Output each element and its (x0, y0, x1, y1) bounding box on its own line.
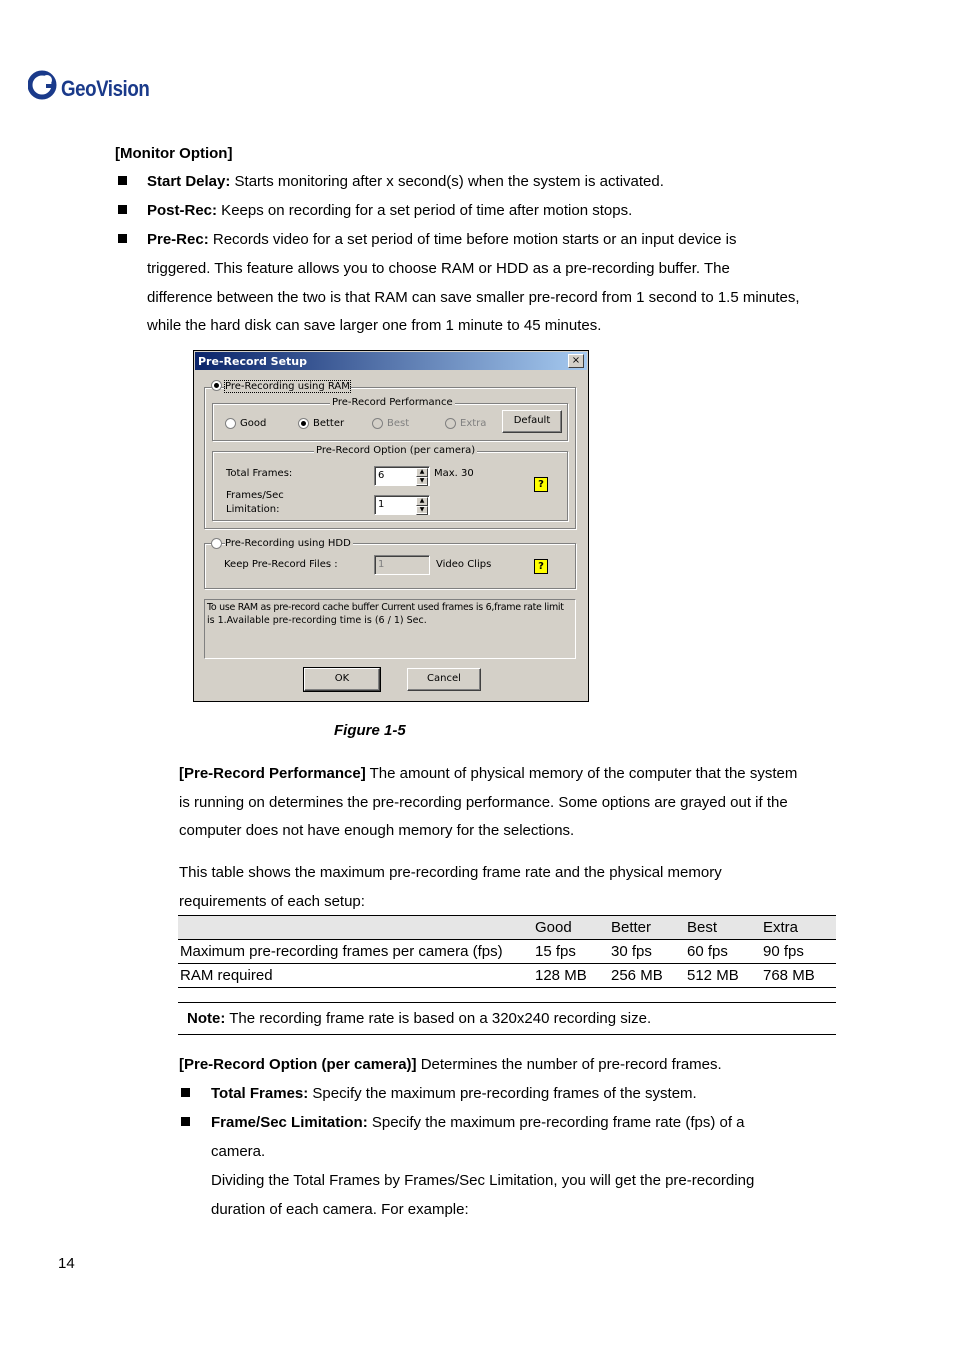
extra-radio[interactable] (445, 418, 456, 429)
bullet-frame-sec: Frame/Sec Limitation: Specify the maximum pre-recording frame rate (fps) of a (211, 1114, 745, 1131)
note-text: Note: The recording frame rate is based on a 320x240 recording size. (187, 1010, 652, 1027)
option-group-label: Pre-Record Option (per camera) (316, 445, 476, 456)
note-box (178, 1002, 836, 1035)
performance-line: computer does not have enough memory for the selections. (179, 822, 575, 839)
hdd-radio[interactable] (211, 538, 222, 549)
table-intro-line: requirements of each setup: (179, 893, 365, 910)
bullet-start-delay: Start Delay: Starts monitoring after x second(s) when the system is activated. (147, 173, 664, 190)
fps-spinner[interactable] (374, 495, 430, 515)
total-frames-value: 6 (378, 470, 385, 481)
default-button[interactable]: Default (502, 410, 562, 433)
better-label: Better (313, 418, 345, 429)
keep-files-input[interactable] (374, 555, 430, 575)
performance-table (178, 915, 836, 988)
best-label: Best (387, 418, 410, 429)
table-header-row (178, 916, 836, 940)
good-radio[interactable] (225, 418, 236, 429)
dialog-titlebar (195, 352, 587, 370)
fps-label-line1: Frames/Sec (226, 490, 284, 501)
table-cell: 30 fps (609, 940, 685, 964)
spin-down-icon[interactable]: ▼ (416, 477, 428, 486)
bullet-post-rec: Post-Rec: Keeps on recording for a set period of time after motion stops. (147, 202, 633, 219)
spin-up-icon[interactable]: ▲ (416, 497, 428, 506)
table-header-cell: Extra (761, 916, 836, 940)
extra-label: Extra (460, 418, 487, 429)
keep-files-label: Keep Pre-Record Files : (224, 559, 338, 570)
bullet-icon (118, 234, 127, 243)
status-message-line: is 1.Available pre-recording time is (6 / 1) Sec. (207, 615, 427, 626)
table-cell: 128 MB (533, 964, 609, 988)
cancel-button[interactable]: Cancel (407, 668, 481, 691)
better-radio[interactable] (298, 418, 309, 429)
pre-record-setup-dialog (193, 350, 589, 702)
close-icon[interactable]: × (568, 354, 584, 368)
page-number: 14 (58, 1255, 75, 1272)
dialog-title: Pre-Record Setup (198, 355, 307, 368)
bullet-icon (181, 1088, 190, 1097)
frame-sec-line: Dividing the Total Frames by Frames/Sec Limitation, you will get the pre-recording (211, 1172, 755, 1189)
pre-rec-line: triggered. This feature allows you to choose RAM or HDD as a pre-recording buffer. The (147, 260, 730, 277)
hdd-option-label: Pre-Recording using HDD (225, 538, 351, 549)
figure-caption: Figure 1-5 (334, 722, 406, 739)
table-cell: RAM required (178, 964, 533, 988)
logo-text: GeoVision (61, 76, 150, 101)
max-label: Max. 30 (434, 468, 474, 479)
best-radio[interactable] (372, 418, 383, 429)
ok-button[interactable]: OK (304, 668, 380, 691)
table-header-cell: Best (685, 916, 761, 940)
table-intro-line: This table shows the maximum pre-recording frame rate and the physical memory (179, 864, 722, 881)
geovision-logo (28, 68, 178, 104)
total-frames-spinner[interactable] (374, 466, 430, 486)
status-message (204, 599, 576, 659)
pre-rec-line: difference between the two is that RAM can save smaller pre-record from 1 second to 1.5 minutes, (147, 289, 800, 306)
pre-rec-line: while the hard disk can save larger one from 1 minute to 45 minutes. (147, 317, 602, 334)
spinner-arrows[interactable] (416, 468, 428, 484)
table-cell: 90 fps (761, 940, 836, 964)
table-header-cell: Good (533, 916, 609, 940)
bullet-pre-rec: Pre-Rec: Records video for a set period of time before motion starts or an input device is (147, 231, 737, 248)
fps-value: 1 (378, 499, 385, 510)
performance-line: is running on determines the pre-recording performance. Some options are grayed out if the (179, 794, 788, 811)
help-icon[interactable]: ? (534, 559, 548, 574)
spin-down-icon[interactable]: ▼ (416, 506, 428, 515)
status-message-line: To use RAM as pre-record cache buffer Current used frames is 6,frame rate limit (207, 602, 564, 613)
table-row (178, 940, 836, 964)
table-cell: Maximum pre-recording frames per camera (fps) (178, 940, 533, 964)
option-paragraph: [Pre-Record Option (per camera)] Determines the number of pre-record frames. (179, 1056, 722, 1073)
monitor-option-heading: [Monitor Option] (115, 145, 233, 162)
fps-label-line2: Limitation: (226, 504, 280, 515)
ram-radio[interactable] (211, 380, 222, 391)
keep-files-value: 1 (378, 559, 385, 570)
table-cell: 60 fps (685, 940, 761, 964)
video-clips-label: Video Clips (436, 559, 492, 570)
bullet-icon (181, 1117, 190, 1126)
bullet-icon (118, 176, 127, 185)
total-frames-label: Total Frames: (226, 468, 293, 479)
spin-up-icon[interactable]: ▲ (416, 468, 428, 477)
good-label: Good (240, 418, 267, 429)
performance-group-label: Pre-Record Performance (332, 397, 453, 408)
table-cell: 15 fps (533, 940, 609, 964)
bullet-total-frames: Total Frames: Specify the maximum pre-recording frames of the system. (211, 1085, 697, 1102)
table-header-cell: Better (609, 916, 685, 940)
ram-option-label: Pre-Recording using RAM (225, 381, 350, 392)
table-cell: 256 MB (609, 964, 685, 988)
bullet-icon (118, 205, 127, 214)
table-row (178, 964, 836, 988)
frame-sec-line: camera. (211, 1143, 266, 1160)
help-icon[interactable]: ? (534, 477, 548, 492)
performance-paragraph: [Pre-Record Performance] The amount of physical memory of the computer that the system (179, 765, 798, 782)
table-cell: 512 MB (685, 964, 761, 988)
spinner-arrows[interactable] (416, 497, 428, 513)
frame-sec-line: duration of each camera. For example: (211, 1201, 469, 1218)
table-cell: 768 MB (761, 964, 836, 988)
table-header-cell (178, 916, 533, 940)
